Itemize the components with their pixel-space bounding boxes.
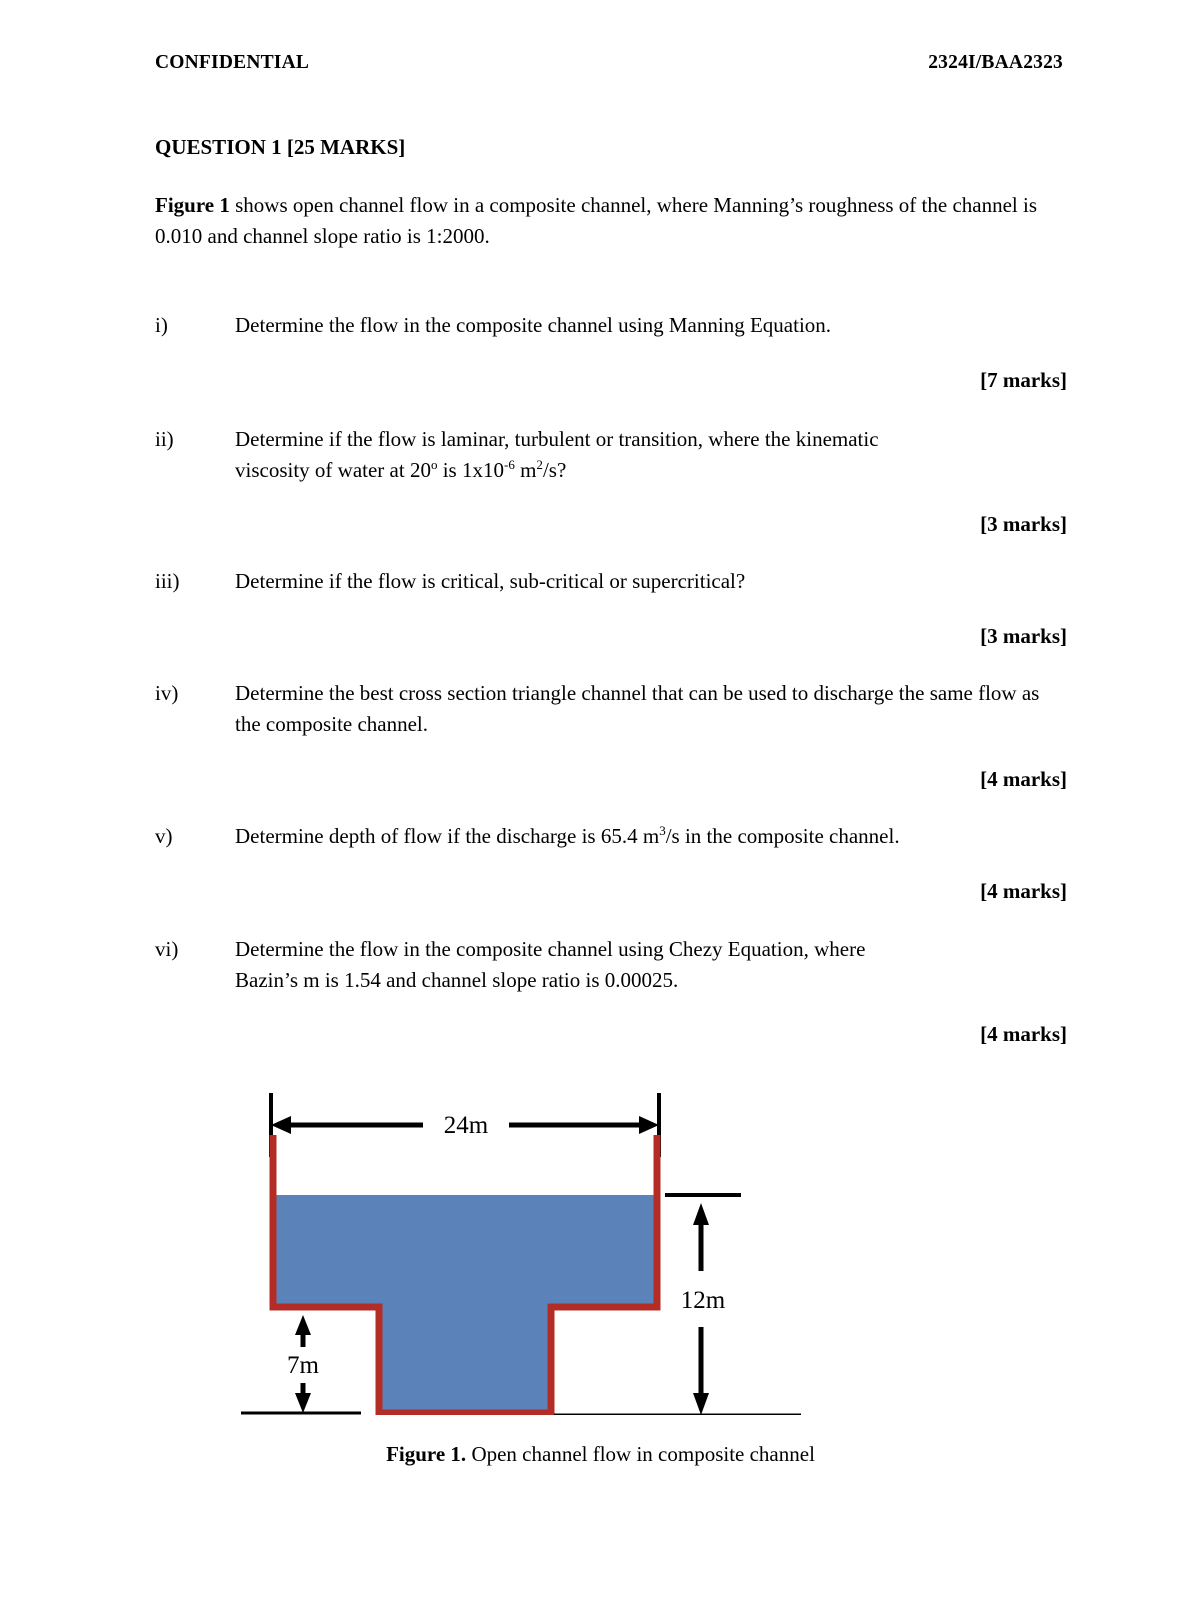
item-number-vi: vi) (155, 937, 179, 961)
composite-channel-diagram (241, 1075, 961, 1415)
item-ii-seg-d: /s? (542, 458, 567, 482)
item-ii-line2 (235, 458, 566, 482)
page-header (155, 52, 1063, 74)
item-number-ii: ii) (155, 427, 174, 451)
item-text-iii: Determine if the flow is critical, sub-critical or supercritical? (235, 569, 746, 593)
header-exam-code: 2324I/BAA2323 (928, 52, 1063, 73)
item-vi-line2: Bazin’s m is 1.54 and channel slope ratio is 0.00025. (235, 968, 679, 992)
marks-iv: [4 marks] (980, 767, 1067, 791)
intro-text: shows open channel flow in a composite channel, where Manning’s roughness of the channel is 0.010 and channel slope ratio is 1:2000. (155, 193, 1037, 248)
item-text-i: Determine the flow in the composite channel using Manning Equation. (235, 313, 832, 337)
question-item-i (155, 310, 1067, 341)
item-ii-seg-b: is 1x10 (437, 458, 504, 482)
item-number-v: v) (155, 824, 173, 848)
question-item-v (155, 821, 1067, 852)
dim-7m-label: 7m (286, 1352, 319, 1379)
question-item-vi (155, 934, 1067, 996)
item-v-cube-sup: 3 (659, 823, 666, 838)
item-ii-exponent-sup: -6 (503, 457, 515, 472)
question-item-ii (155, 424, 1067, 486)
dim-24m-left-arrowhead (271, 1116, 291, 1134)
marks-vi: [4 marks] (980, 1022, 1067, 1046)
figure-caption (0, 1442, 1201, 1467)
item-text-ii (235, 424, 1067, 486)
dim-24m-label: 24m (443, 1112, 488, 1139)
figure-caption-text: Open channel flow in composite channel (466, 1442, 815, 1466)
marks-ii: [3 marks] (980, 512, 1067, 536)
item-ii-seg-a: viscosity of water at 20 (235, 458, 431, 482)
question-title: QUESTION 1 [25 MARKS] (155, 135, 406, 159)
item-text-iv: Determine the best cross section triangle channel that can be used to discharge the same flow as the composite channel. (235, 681, 1040, 736)
item-text-v (235, 821, 1067, 852)
item-v-seg-a: Determine depth of flow if the discharge is 65.4 m (235, 824, 660, 848)
question-item-iv (155, 678, 1067, 740)
item-number-iv: iv) (155, 681, 179, 705)
dim-12m-label: 12m (680, 1287, 725, 1314)
marks-iii: [3 marks] (980, 624, 1067, 648)
item-vi-line1: Determine the flow in the composite channel using Chezy Equation, where (235, 937, 866, 961)
figure-container (0, 1075, 1201, 1545)
item-number-iii: iii) (155, 569, 180, 593)
item-ii-seg-c: m (514, 458, 537, 482)
item-number-i: i) (155, 313, 168, 337)
intro-figure-reference: Figure 1 (155, 193, 230, 217)
item-ii-line1: Determine if the flow is laminar, turbulent or transition, where the kinematic (235, 427, 879, 451)
figure-caption-number: Figure 1. (386, 1442, 467, 1466)
dim-24m-right-arrowhead (639, 1116, 659, 1134)
marks-v: [4 marks] (980, 879, 1067, 903)
header-confidential-label: CONFIDENTIAL (155, 52, 310, 73)
marks-i: [7 marks] (980, 368, 1067, 392)
item-ii-degree-sup: o (430, 457, 438, 472)
question-intro (155, 190, 1065, 252)
item-v-seg-b: /s in the composite channel. (665, 824, 900, 848)
item-text-vi (235, 934, 1067, 996)
item-ii-square-sup: 2 (536, 457, 543, 472)
question-item-iii (155, 566, 1067, 597)
